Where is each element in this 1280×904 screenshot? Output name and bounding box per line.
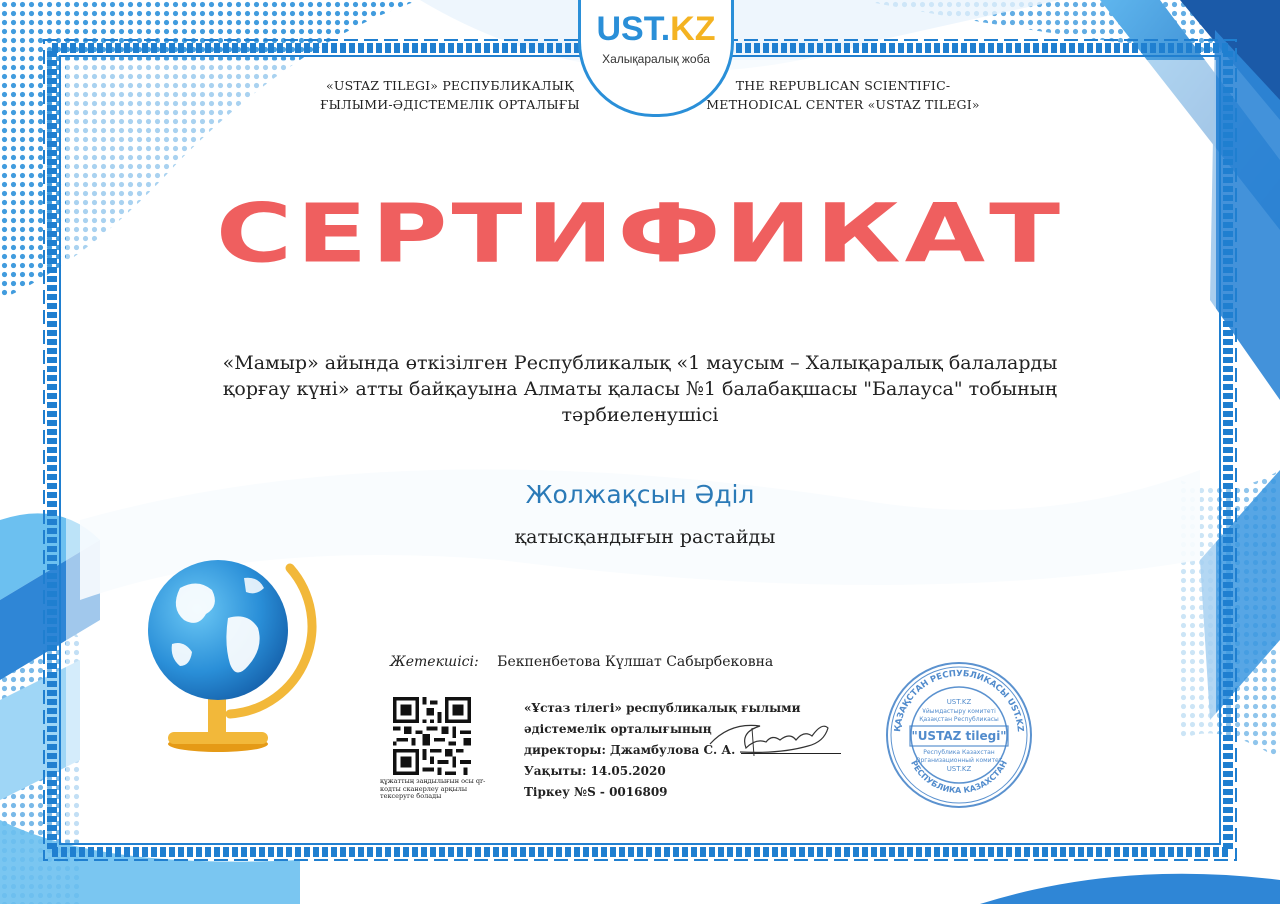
stamp-line2: Ұйымдастыру комитеті (922, 708, 996, 715)
org-name-kazakh (300, 76, 600, 114)
logo-ust-text: UST (596, 10, 661, 48)
org-en-line2: METHODICAL CENTER «USTAZ TILEGI» (706, 97, 980, 112)
description-line1: «Мамыр» айында өткізілген Республикалық «1 маусым – Халықаралық балаларды (222, 352, 1058, 374)
certificate-title: СЕРТИФИКАТ (215, 186, 1065, 282)
description-line2: қорғау күні» атты байқауына Алматы қаласы №1 балабақшасы "Балауса" тобының (222, 378, 1058, 400)
supervisor-name: Бекпенбетова Күлшат Сабырбековна (497, 654, 774, 670)
logo-subtitle: Халықаралық жоба (602, 52, 710, 66)
logo-kz-text: KZ (670, 10, 716, 48)
qr-code[interactable] (393, 697, 471, 775)
logo-dot-text: . (660, 10, 671, 48)
director-line2: әдістемелік орталығының (524, 722, 712, 736)
stamp-center: "USTAZ tilegi" (911, 729, 1007, 743)
stamp-line5: Организационный комитет (915, 757, 1003, 764)
stamp-line4: Республика Казахстан (923, 749, 995, 756)
supervisor-label: Жетекшісі: (390, 654, 479, 670)
description-line3: тәрбиеленушісі (561, 404, 719, 426)
org-name-english (693, 76, 993, 114)
stamp-line6: UST.KZ (946, 765, 972, 773)
qr-caption: құжаттың заңдылығын осы qr-кодты сканерлеу арқылы тексеруге болады (380, 777, 486, 800)
org-kz-line2: ҒЫЛЫМИ-ӘДІСТЕМЕЛІК ОРТАЛЫҒЫ (320, 97, 580, 112)
globe-illustration (140, 548, 320, 754)
recipient-name: Жолжақсын Әділ (525, 480, 755, 509)
stamp-line3: Қазақстан Республикасы (919, 716, 999, 723)
director-line1: «Ұстаз тілегі» республикалық ғылыми (524, 701, 801, 715)
director-signature (700, 712, 840, 762)
director-line3: директоры: Джамбулова С. А. (524, 743, 736, 757)
date-label: Уақыты: 14.05.2020 (524, 764, 666, 778)
official-stamp (884, 660, 1034, 810)
stamp-outer-text: ҚАЗАҚСТАН РЕСПУБЛИКАСЫ UST.KZ (893, 669, 1025, 733)
supervisor-row (390, 654, 773, 670)
org-kz-line1: «USTAZ TILEGI» РЕСПУБЛИКАЛЫҚ (325, 78, 575, 93)
certificate-description (170, 350, 1110, 428)
org-en-line1: THE REPUBLICAN SCIENTIFIC- (735, 78, 951, 93)
confirmation-text: қатысқандығын растайды (514, 526, 776, 548)
stamp-bottom-text: РЕСПУБЛИКА КАЗАХСТАН (909, 759, 1009, 796)
registration-number: Тіркеу №S - 0016809 (524, 785, 668, 799)
stamp-line1: UST.KZ (946, 698, 972, 706)
